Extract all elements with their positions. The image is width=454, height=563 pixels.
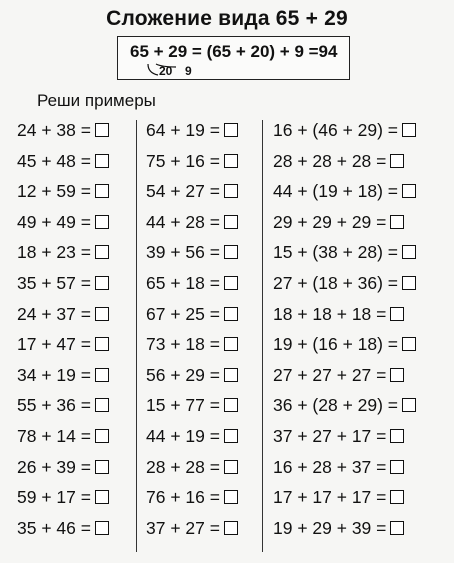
answer-box[interactable] xyxy=(95,429,109,443)
answer-box[interactable] xyxy=(95,521,109,535)
answer-box[interactable] xyxy=(390,460,404,474)
exercise-expression: 24 + 38 = xyxy=(17,120,91,140)
exercise-item xyxy=(17,303,109,325)
page-title: Сложение вида 65 + 29 xyxy=(106,7,348,30)
split-arrows-icon xyxy=(118,37,351,81)
answer-box[interactable] xyxy=(95,123,109,137)
exercise-expression: 39 + 56 = xyxy=(146,242,220,263)
exercise-item xyxy=(17,241,109,263)
exercise-expression: 17 + 47 = xyxy=(17,334,91,355)
exercise-item xyxy=(273,150,404,172)
exercise-item xyxy=(17,517,109,539)
instruction-heading: Реши примеры xyxy=(37,91,156,110)
answer-box[interactable] xyxy=(390,215,404,229)
exercise-item xyxy=(146,333,238,355)
answer-box[interactable] xyxy=(390,521,404,535)
exercise-expression: 15 + 77 = xyxy=(146,395,220,416)
exercise-item xyxy=(273,333,416,355)
split-second-part: 9 xyxy=(185,64,192,78)
exercise-item xyxy=(146,394,238,416)
exercise-item xyxy=(146,517,238,539)
exercise-expression: 49 + 49 = xyxy=(17,211,91,232)
exercise-item xyxy=(17,333,109,355)
answer-box[interactable] xyxy=(95,154,109,168)
exercise-item xyxy=(273,303,404,325)
exercise-expression: 75 + 16 = xyxy=(146,150,220,171)
answer-box[interactable] xyxy=(95,184,109,198)
exercise-expression: 65 + 18 = xyxy=(146,273,220,293)
answer-box[interactable] xyxy=(224,429,238,443)
example-equation: 65 + 29 = (65 + 20) + 9 =94 xyxy=(130,42,338,61)
exercise-item xyxy=(17,425,109,447)
exercise-expression: 37 + 27 = xyxy=(146,517,220,538)
exercise-item xyxy=(146,180,238,202)
exercise-expression: 12 + 59 = xyxy=(17,181,91,202)
answer-box[interactable] xyxy=(224,276,238,290)
exercise-item xyxy=(273,394,416,416)
exercise-item xyxy=(146,272,238,294)
exercise-item xyxy=(17,211,109,233)
exercise-expression: 78 + 14 = xyxy=(17,426,91,446)
answer-box[interactable] xyxy=(402,276,416,290)
answer-box[interactable] xyxy=(402,337,416,351)
answer-box[interactable] xyxy=(402,245,416,259)
exercise-item xyxy=(273,364,404,386)
exercise-item xyxy=(273,517,404,539)
answer-box[interactable] xyxy=(390,490,404,504)
exercise-item xyxy=(146,211,238,233)
exercise-item xyxy=(273,456,404,478)
answer-box[interactable] xyxy=(402,184,416,198)
answer-box[interactable] xyxy=(95,368,109,382)
answer-box[interactable] xyxy=(95,307,109,321)
answer-box[interactable] xyxy=(224,215,238,229)
answer-box[interactable] xyxy=(224,337,238,351)
answer-box[interactable] xyxy=(390,368,404,382)
exercise-expression: 17 + 17 + 17 = xyxy=(273,487,387,508)
split-first-part: 20 xyxy=(159,64,173,78)
exercise-expression: 35 + 46 = xyxy=(17,517,91,538)
exercise-expression: 34 + 19 = xyxy=(17,364,91,385)
exercise-expression: 16 + (46 + 29) = xyxy=(273,120,399,140)
answer-box[interactable] xyxy=(402,123,416,137)
exercise-item xyxy=(17,394,109,416)
exercise-item xyxy=(17,180,109,202)
exercise-item xyxy=(273,211,404,233)
exercise-item xyxy=(17,119,109,141)
exercise-item xyxy=(17,364,109,386)
answer-box[interactable] xyxy=(95,337,109,351)
exercise-item xyxy=(273,241,416,263)
answer-box[interactable] xyxy=(224,398,238,412)
exercise-item xyxy=(17,150,109,172)
exercise-expression: 15 + (38 + 28) = xyxy=(273,242,399,263)
answer-box[interactable] xyxy=(224,184,238,198)
answer-box[interactable] xyxy=(402,398,416,412)
exercise-expression: 44 + 19 = xyxy=(146,426,220,446)
answer-box[interactable] xyxy=(390,154,404,168)
exercise-expression: 55 + 36 = xyxy=(17,395,91,416)
exercise-expression: 19 + 29 + 39 = xyxy=(273,517,387,538)
exercise-expression: 73 + 18 = xyxy=(146,334,220,355)
answer-box[interactable] xyxy=(390,307,404,321)
answer-box[interactable] xyxy=(95,215,109,229)
exercise-item xyxy=(146,303,238,325)
answer-box[interactable] xyxy=(390,429,404,443)
exercise-item xyxy=(146,456,238,478)
exercise-expression: 36 + (28 + 29) = xyxy=(273,395,399,416)
answer-box[interactable] xyxy=(95,490,109,504)
answer-box[interactable] xyxy=(224,368,238,382)
exercise-expression: 45 + 48 = xyxy=(17,150,91,171)
exercise-item xyxy=(146,150,238,172)
exercise-expression: 64 + 19 = xyxy=(146,120,220,140)
exercise-item xyxy=(17,486,109,508)
exercise-expression: 19 + (16 + 18) = xyxy=(273,334,399,355)
answer-box[interactable] xyxy=(224,307,238,321)
answer-box[interactable] xyxy=(95,276,109,290)
exercise-item xyxy=(273,119,416,141)
column-divider xyxy=(136,120,137,552)
exercise-expression: 16 + 28 + 37 = xyxy=(273,456,387,477)
answer-box[interactable] xyxy=(224,521,238,535)
exercise-expression: 18 + 18 + 18 = xyxy=(273,303,387,324)
exercise-expression: 37 + 27 + 17 = xyxy=(273,426,387,446)
exercise-item xyxy=(273,425,404,447)
exercise-item xyxy=(17,272,109,294)
exercise-item xyxy=(273,180,416,202)
answer-box[interactable] xyxy=(224,245,238,259)
exercise-expression: 59 + 17 = xyxy=(17,487,91,508)
exercise-item xyxy=(146,425,238,447)
exercise-expression: 29 + 29 + 29 = xyxy=(273,211,387,232)
answer-box[interactable] xyxy=(224,460,238,474)
answer-box[interactable] xyxy=(95,398,109,412)
exercise-expression: 44 + 28 = xyxy=(146,211,220,232)
exercise-expression: 18 + 23 = xyxy=(17,242,91,263)
exercise-expression: 27 + (18 + 36) = xyxy=(273,273,399,293)
exercise-expression: 35 + 57 = xyxy=(17,273,91,293)
exercise-expression: 67 + 25 = xyxy=(146,303,220,324)
exercise-expression: 27 + 27 + 27 = xyxy=(273,364,387,385)
exercise-expression: 24 + 37 = xyxy=(17,303,91,324)
exercise-expression: 76 + 16 = xyxy=(146,487,220,508)
exercise-item xyxy=(273,272,416,294)
answer-box[interactable] xyxy=(224,154,238,168)
answer-box[interactable] xyxy=(95,245,109,259)
answer-box[interactable] xyxy=(224,123,238,137)
example-box xyxy=(117,36,350,80)
exercise-expression: 28 + 28 = xyxy=(146,456,220,477)
exercise-item xyxy=(146,364,238,386)
exercise-item xyxy=(17,456,109,478)
exercise-expression: 54 + 27 = xyxy=(146,181,220,202)
exercise-item xyxy=(146,486,238,508)
exercise-item xyxy=(146,241,238,263)
column-divider xyxy=(262,120,263,552)
exercise-expression: 26 + 39 = xyxy=(17,456,91,477)
exercise-item xyxy=(146,119,238,141)
answer-box[interactable] xyxy=(224,490,238,504)
exercise-expression: 44 + (19 + 18) = xyxy=(273,181,399,202)
exercise-expression: 56 + 29 = xyxy=(146,364,220,385)
exercise-item xyxy=(273,486,404,508)
exercise-expression: 28 + 28 + 28 = xyxy=(273,150,387,171)
answer-box[interactable] xyxy=(95,460,109,474)
